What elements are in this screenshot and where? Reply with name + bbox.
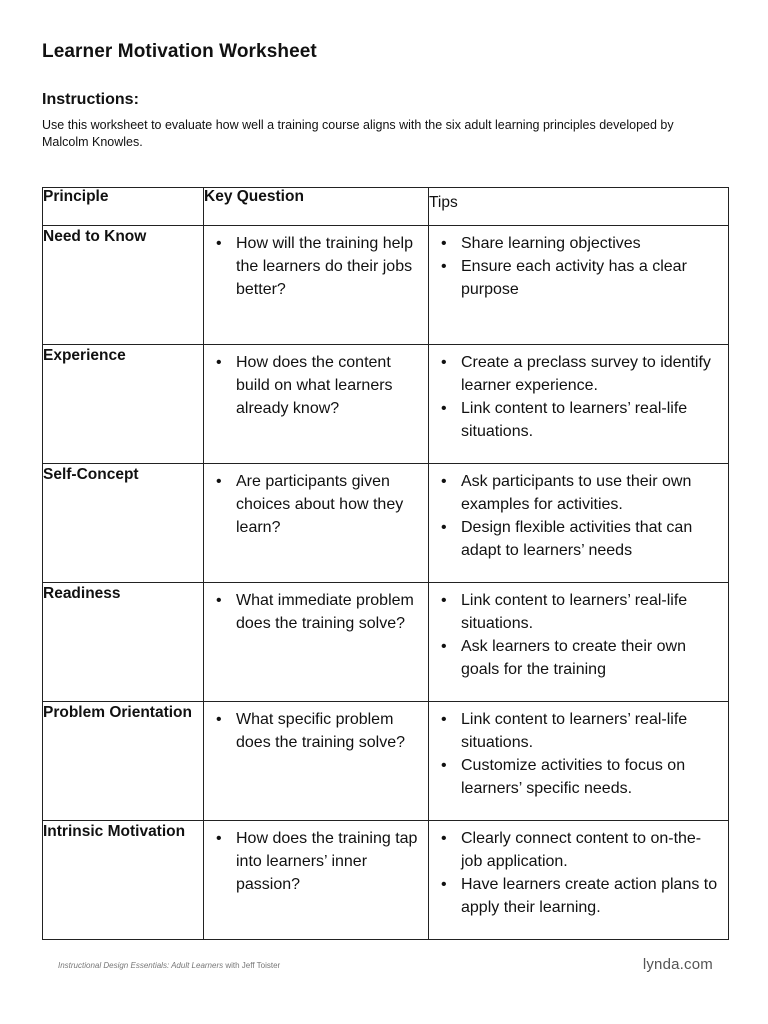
key-question-list [204, 821, 428, 896]
bullet-icon: • [441, 354, 447, 371]
tip-text: Clearly connect content to on-the-job application. [461, 830, 702, 870]
tip-item [437, 516, 720, 562]
bullet-icon: • [441, 258, 447, 275]
key-question-item [212, 827, 420, 896]
tip-cell [429, 583, 729, 702]
principle-cell: Self-Concept [43, 464, 204, 583]
table-header-row [43, 188, 729, 226]
tip-item [437, 635, 720, 681]
tip-cell [429, 226, 729, 345]
key-question-list [204, 345, 428, 420]
bullet-icon: • [441, 757, 447, 774]
tip-text: Create a preclass survey to identify learner experience. [461, 354, 711, 394]
table-row [43, 702, 729, 821]
tip-item [437, 351, 720, 397]
key-question-text: How will the training help the learners do their jobs better? [236, 235, 413, 298]
principle-cell: Experience [43, 345, 204, 464]
bullet-icon: • [441, 473, 447, 490]
tip-cell [429, 821, 729, 940]
bullet-icon: • [441, 400, 447, 417]
tip-item [437, 827, 720, 873]
bullet-icon: • [216, 354, 222, 371]
footer-course-title: Instructional Design Essentials: Adult Learners [58, 961, 224, 970]
key-question-cell [204, 583, 429, 702]
tip-text: Ensure each activity has a clear purpose [461, 258, 687, 298]
bullet-icon: • [216, 235, 222, 252]
tip-text: Customize activities to focus on learners’ specific needs. [461, 757, 686, 797]
key-question-item [212, 708, 420, 754]
table-row [43, 345, 729, 464]
tip-text: Link content to learners’ real-life situations. [461, 711, 688, 751]
tip-list [429, 464, 728, 562]
tip-item [437, 397, 720, 443]
table-body [43, 226, 729, 940]
brand-logo: lynda.com [642, 956, 713, 973]
tip-item [437, 470, 720, 516]
tip-text: Have learners create action plans to apply their learning. [461, 876, 718, 916]
bullet-icon: • [216, 592, 222, 609]
page-title: Learner Motivation Worksheet [42, 41, 317, 62]
key-question-cell [204, 464, 429, 583]
worksheet-table [42, 187, 729, 940]
key-question-cell [204, 345, 429, 464]
tip-list [429, 345, 728, 443]
bullet-icon: • [441, 519, 447, 536]
bullet-icon: • [441, 235, 447, 252]
tip-text: Ask learners to create their own goals for the training [461, 638, 686, 678]
key-question-list [204, 464, 428, 539]
footer-author: with Jeff Toister [223, 961, 281, 970]
tip-item [437, 232, 720, 255]
key-question-text: How does the training tap into learners’ inner passion? [236, 830, 418, 893]
column-header-tips: Tips [429, 188, 729, 226]
key-question-text: How does the content build on what learners already know? [236, 354, 393, 417]
table-row [43, 821, 729, 940]
tip-text: Link content to learners’ real-life situations. [461, 592, 688, 632]
tip-text: Design flexible activities that can adapt to learners’ needs [461, 519, 693, 559]
tip-list [429, 583, 728, 681]
instructions-heading: Instructions: [42, 91, 139, 108]
footer-course-credit [58, 961, 280, 970]
bullet-icon: • [216, 830, 222, 847]
key-question-text: What immediate problem does the training solve? [236, 592, 414, 632]
key-question-cell [204, 702, 429, 821]
principle-cell: Readiness [43, 583, 204, 702]
key-question-item [212, 589, 420, 635]
bullet-icon: • [441, 638, 447, 655]
tip-cell [429, 464, 729, 583]
key-question-item [212, 232, 420, 301]
tip-text: Share learning objectives [461, 235, 641, 252]
bullet-icon: • [216, 473, 222, 490]
key-question-cell [204, 226, 429, 345]
key-question-cell [204, 821, 429, 940]
principle-cell: Problem Orientation [43, 702, 204, 821]
tip-list [429, 226, 728, 301]
instructions-text: Use this worksheet to evaluate how well a training course aligns with the six adult learning principles developed by Malcolm Knowles. [42, 118, 674, 149]
key-question-item [212, 351, 420, 420]
bullet-icon: • [441, 711, 447, 728]
tip-item [437, 754, 720, 800]
tip-item [437, 873, 720, 919]
bullet-icon: • [441, 876, 447, 893]
tip-item [437, 589, 720, 635]
principle-cell: Need to Know [43, 226, 204, 345]
key-question-list [204, 226, 428, 301]
tip-item [437, 708, 720, 754]
tip-item [437, 255, 720, 301]
table-row [43, 583, 729, 702]
key-question-item [212, 470, 420, 539]
key-question-text: Are participants given choices about how they learn? [236, 473, 404, 536]
tip-list [429, 821, 728, 919]
tip-cell [429, 702, 729, 821]
key-question-list [204, 702, 428, 754]
table-row [43, 226, 729, 345]
tip-cell [429, 345, 729, 464]
table-row [43, 464, 729, 583]
bullet-icon: • [441, 830, 447, 847]
tip-text: Link content to learners’ real-life situations. [461, 400, 688, 440]
column-header-principle: Principle [43, 188, 204, 226]
key-question-text: What specific problem does the training solve? [236, 711, 405, 751]
bullet-icon: • [441, 592, 447, 609]
bullet-icon: • [216, 711, 222, 728]
tip-text: Ask participants to use their own examples for activities. [461, 473, 692, 513]
tip-list [429, 702, 728, 800]
column-header-key-question: Key Question [204, 188, 429, 226]
key-question-list [204, 583, 428, 635]
principle-cell: Intrinsic Motivation [43, 821, 204, 940]
